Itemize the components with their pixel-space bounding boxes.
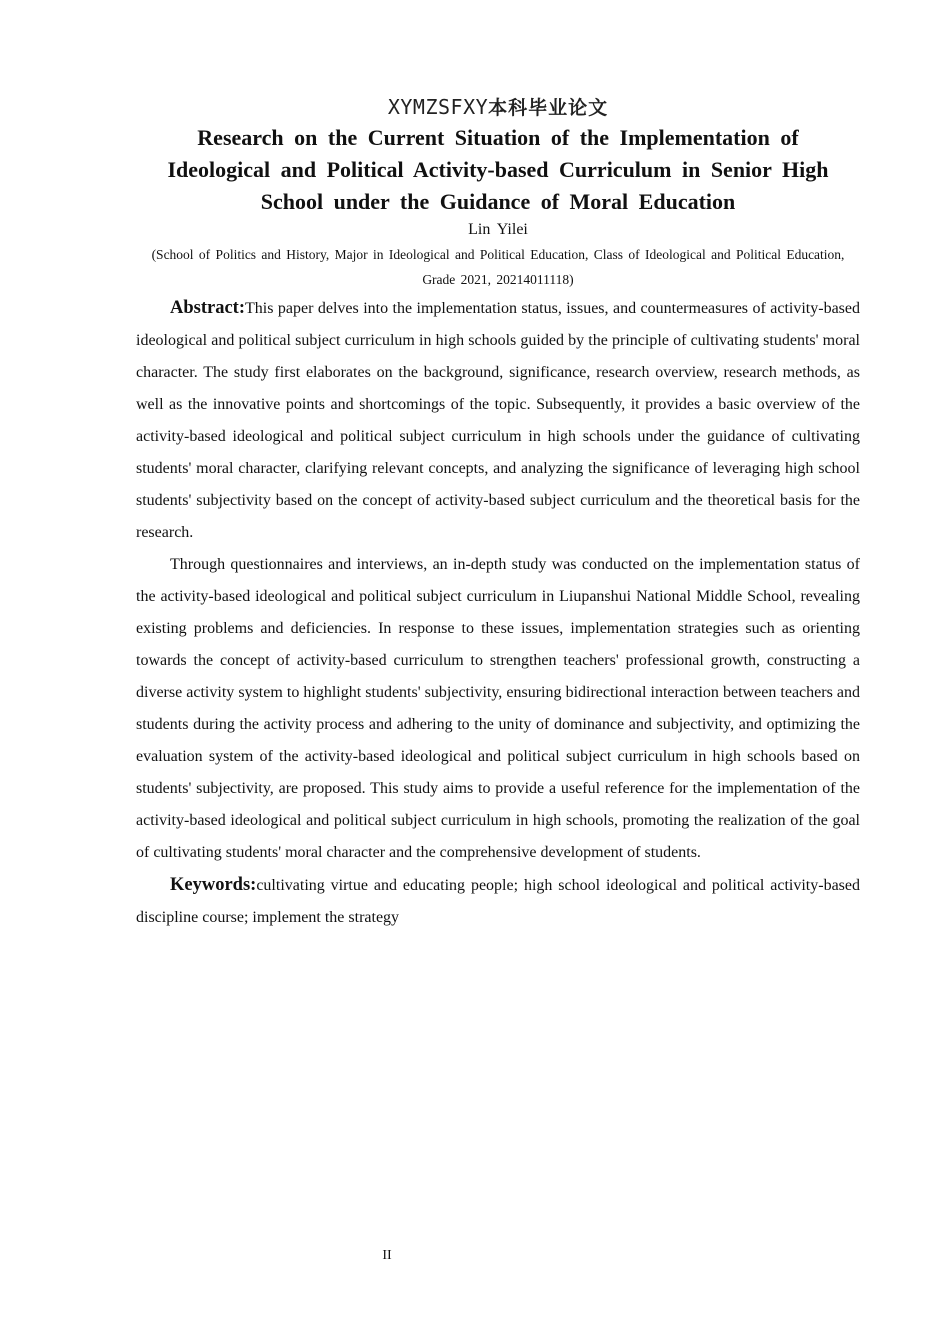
abstract-text-1: This paper delves into the implementation status, issues, and countermeasures of activity-based ideological and political subject curriculum in high schools guided by the principle of cultivating students' moral character. The study first elaborates on the background, significance, research overview, research methods, as well as the innovative points and shortcomings of the topic. Subsequently, it provides a basic overview of the activity-based ideological and political subject curriculum in high schools under the guidance of cultivating students' moral character, clarifying relevant concepts, and analyzing the significance of leveraging high school students' subjectivity based on the concept of activity-based subject curriculum and the theoretical basis for the research.	[136, 300, 860, 541]
header-code: XYMZSFXY	[387, 95, 489, 119]
author-name: Lin Yilei	[468, 221, 528, 238]
abstract-paragraph-1	[136, 292, 860, 549]
page-number: II	[382, 1248, 392, 1263]
keywords-paragraph	[136, 869, 860, 934]
paper-title: Research on the Current Situation of the Implementation of Ideological and Political Activity-based Curriculum in Senior High School under the Guidance of Moral Education	[167, 125, 829, 214]
keywords-label: Keywords:	[170, 875, 257, 895]
header-label-cn: 本科毕业论文	[488, 97, 609, 119]
abstract-text-2: Through questionnaires and interviews, an in-depth study was conducted on the implementation status of the activity-based ideological and political subject curriculum in Liupanshui National Middle School, revealing existing problems and deficiencies. In response to these issues, implementation strategies such as orienting towards the concept of activity-based curriculum to strengthen teachers' professional growth, constructing a diverse activity system to highlight students' subjectivity, ensuring bidirectional interaction between teachers and students during the activity process and adhering to the unity of dominance and subjectivity, and optimizing the evaluation system of the activity-based ideological and political subject curriculum in high schools based on students' subjectivity, are proposed. This study aims to provide a useful reference for the implementation of the activity-based ideological and political subject curriculum in high schools, promoting the realization of the goal of cultivating students' moral character and the comprehensive development of students.	[136, 556, 860, 861]
abstract-paragraph-2	[136, 549, 860, 869]
thesis-header	[0, 92, 950, 123]
abstract-label: Abstract:	[170, 298, 246, 318]
abstract-section	[136, 292, 860, 934]
keywords-text: cultivating virtue and educating people; high school ideological and political activity-based discipline course; implement the strategy	[136, 877, 860, 926]
author-affiliation: (School of Politics and History, Major in Ideological and Political Education, Class of Ideological and Political Education, Grade 2021, 20214011118)	[151, 247, 845, 287]
